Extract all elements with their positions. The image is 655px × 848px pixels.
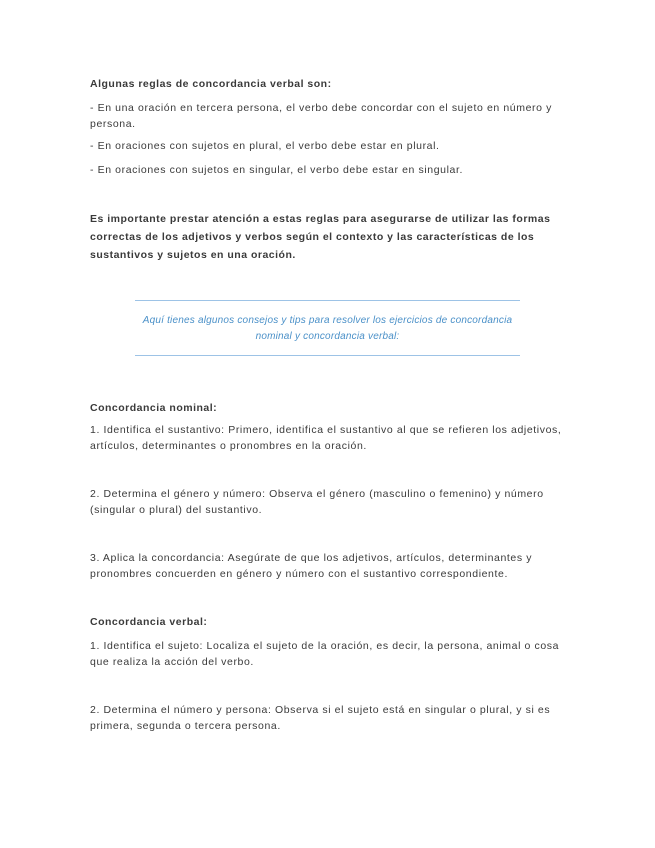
nominal-step: 3. Aplica la concordancia: Asegúrate de que los adjetivos, artículos, determinantes y pronombres concuerden en género y número con el sustantivo correspondiente. [90,552,533,580]
nominal-heading: Concordancia nominal: [90,402,218,414]
rule-item: - En oraciones con sujetos en plural, el verbo debe estar en plural. [90,140,440,152]
rules-heading: Algunas reglas de concordancia verbal son: [90,78,332,90]
verbal-step: 1. Identifica el sujeto: Localiza el sujeto de la oración, es decir, la persona, animal o cosa que realiza la acción del verbo. [90,640,560,668]
verbal-step: 2. Determina el número y persona: Observa si el sujeto está en singular o plural, y si es primera, segunda o tercera persona. [90,704,551,732]
quote-text: Aquí tienes algunos consejos y tips para resolver los ejercicios de concordancia nominal y concordancia verbal: [142,315,513,342]
nominal-step: 1. Identifica el sustantivo: Primero, identifica el sustantivo al que se refieren los adjetivos, artículos, determinantes o pronombres en la oración. [90,424,562,452]
important-note: Es importante prestar atención a estas reglas para asegurarse de utilizar las formas correctas de los adjetivos y verbos según el contexto y las características de los sustantivos y sujetos en una oración. [90,213,551,261]
intense-quote [135,300,520,356]
rule-item: - En una oración en tercera persona, el verbo debe concordar con el sujeto en número y persona. [90,102,552,130]
verbal-heading: Concordancia verbal: [90,616,208,628]
nominal-step: 2. Determina el género y número: Observa el género (masculino o femenino) y número (singular o plural) del sustantivo. [90,488,544,516]
rule-item: - En oraciones con sujetos en singular, el verbo debe estar en singular. [90,164,463,176]
